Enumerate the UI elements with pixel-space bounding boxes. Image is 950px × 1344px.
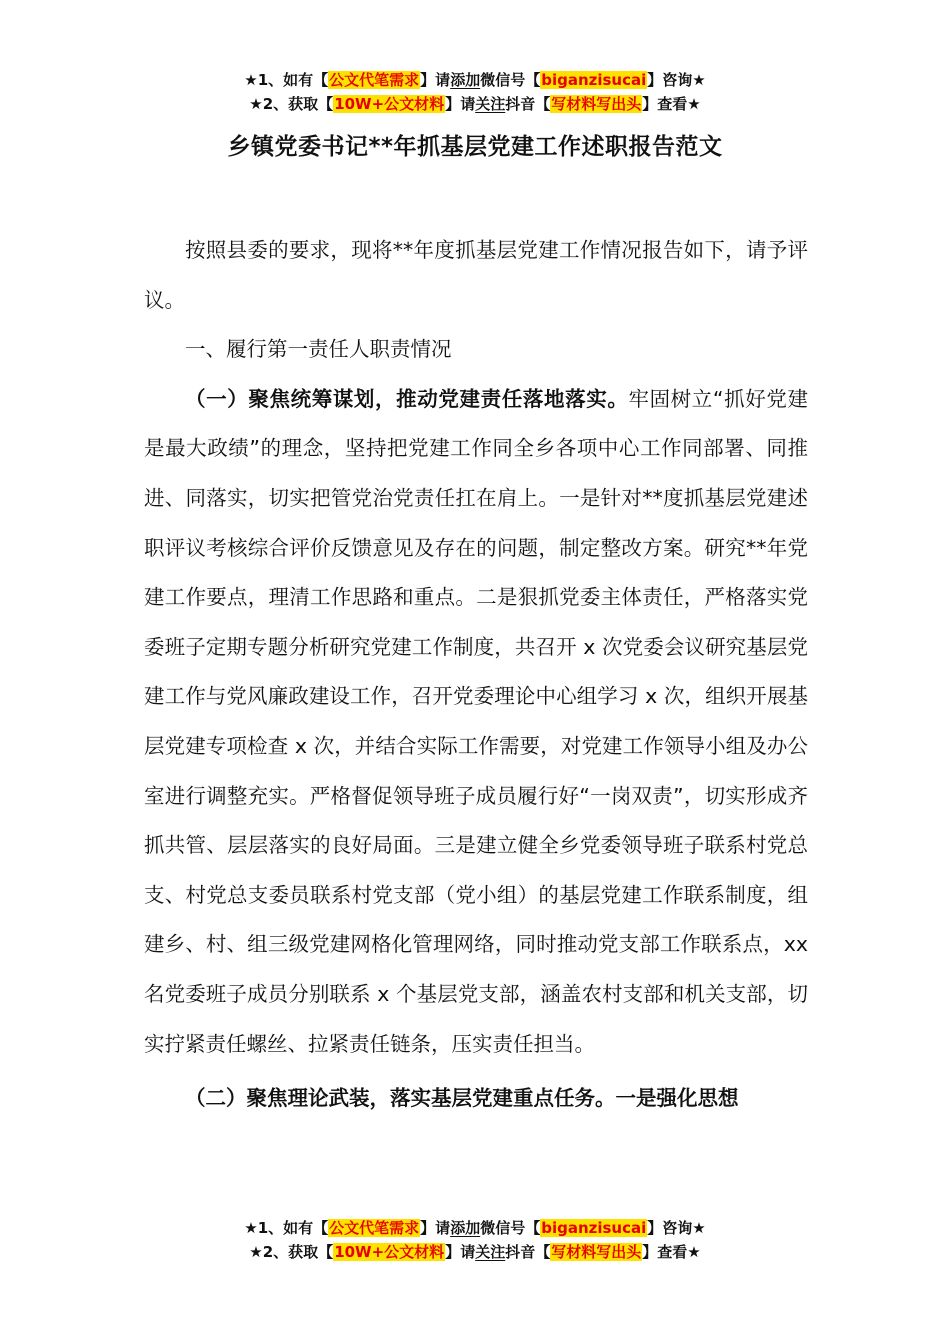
promo-text: 】请 xyxy=(445,95,476,113)
promo-text: 抖音【 xyxy=(505,1243,551,1261)
intro-paragraph: 按照县委的要求，现将**年度抓基层党建工作情况报告如下，请予评议。 xyxy=(144,238,808,312)
subsection-text: 牢固树立“抓好党建是最大政绩”的理念，坚持把党建工作同全乡各项中心工作同部署、同推进、同落实，切实把管党治党责任扛在肩上。一是针对**度抓基层党建述职评议考核综合评价反馈意见及存在的问题，制定整改方案。研究**年党建工作要点，理清工作思路和重点。二是狠抓党委主体责任，严格落实党委班子定期专题分析研究党建工作制度，共召开 x 次党委会议研究基层党建工作与党风廉政建设工作，召开党委理论中心组学习 x 次，组织开展基层党建专项检查 x 次，并结合实际工作需要，对党建工作领导小组及办公室进行调整充实。严格督促领导班子成员履行好“一岗双责”，切实形成齐抓共管、层层落实的良好局面。三是建立健全乡党委领导班子联系村党总支、村党总支委员联系村党支部（党小组）的基层党建工作联系制度，组建乡、村、组三级党建网格化管理网络，同时推动党支部工作联系点，xx 名党委班子成员分别联系 x 个基层党支部，涵盖农村支部和机关支部，切实拧紧责任螺丝、拉紧责任链条，压实责任担当。 xyxy=(144,386,809,1056)
promo-text: 】查看★ xyxy=(642,1243,701,1261)
promo-highlight: 10W+公文材料 xyxy=(334,95,445,113)
promo-underlined: 关注 xyxy=(475,95,506,113)
promo-banner-bottom xyxy=(0,1216,950,1264)
promo-text: 微信号【 xyxy=(480,1219,541,1237)
promo-highlight: biganzisucai xyxy=(541,71,647,89)
promo-text: 】咨询★ xyxy=(647,1219,706,1237)
promo-line-1 xyxy=(0,68,950,92)
promo-underlined: 关注 xyxy=(475,1243,506,1261)
subsection-paragraph xyxy=(144,1074,808,1124)
section-heading: 一、履行第一责任人职责情况 xyxy=(185,337,452,362)
promo-highlight: 公文代笔需求 xyxy=(329,71,420,89)
promo-highlight: 10W+公文材料 xyxy=(334,1243,445,1261)
promo-text: 】查看★ xyxy=(642,95,701,113)
subsection-paragraph xyxy=(144,375,808,1069)
document-title: 乡镇党委书记**年抓基层党建工作述职报告范文 xyxy=(227,134,723,160)
promo-line-1 xyxy=(0,1216,950,1240)
document-body xyxy=(144,226,808,1124)
promo-text: 】请 xyxy=(445,1243,476,1261)
subsection-heading: （一）聚焦统筹谋划，推动党建责任落地落实。 xyxy=(185,386,629,411)
promo-underlined: 添加 xyxy=(450,71,481,89)
promo-highlight: biganzisucai xyxy=(541,1219,647,1237)
promo-text: 】请 xyxy=(420,71,451,89)
promo-banner-top xyxy=(0,68,950,116)
promo-highlight: 写材料写出头 xyxy=(551,95,642,113)
promo-highlight: 写材料写出头 xyxy=(551,1243,642,1261)
promo-underlined: 添加 xyxy=(450,1219,481,1237)
promo-text: ★2、获取【 xyxy=(249,95,334,113)
promo-text: 】咨询★ xyxy=(647,71,706,89)
promo-text: ★2、获取【 xyxy=(249,1243,334,1261)
promo-text: 抖音【 xyxy=(505,95,551,113)
promo-text: 】请 xyxy=(420,1219,451,1237)
promo-text: ★1、如有【 xyxy=(244,71,329,89)
promo-line-2 xyxy=(0,92,950,116)
promo-text: 微信号【 xyxy=(480,71,541,89)
promo-line-2 xyxy=(0,1240,950,1264)
promo-text: ★1、如有【 xyxy=(244,1219,329,1237)
promo-highlight: 公文代笔需求 xyxy=(329,1219,420,1237)
subsection-heading: （二）聚焦理论武装，落实基层党建重点任务。一是强化思想 xyxy=(185,1086,739,1111)
